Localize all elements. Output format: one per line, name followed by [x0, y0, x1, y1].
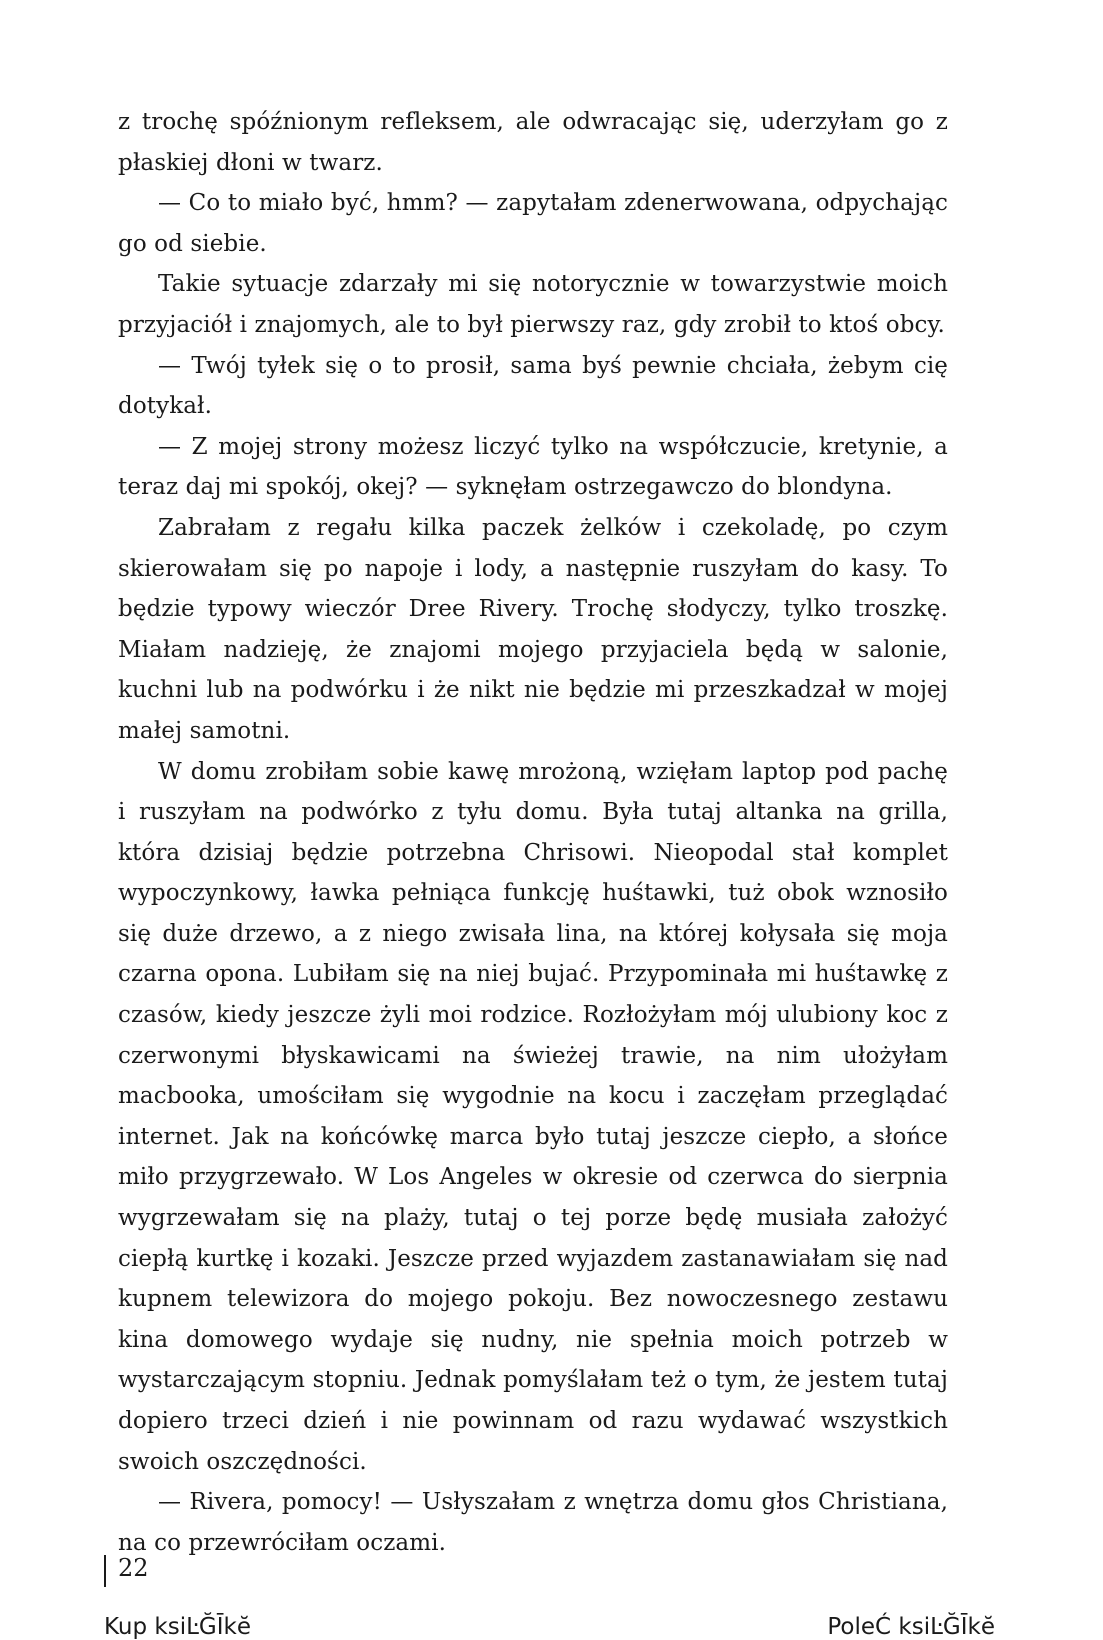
paragraph: — Rivera, pomocy! — Usłyszałam z wnętrza domu głos Christiana, na co przewróciłam oczami. [118, 1489, 948, 1556]
footer-divider [104, 1555, 106, 1587]
paragraph: W domu zrobiłam sobie kawę mrożoną, wzięłam laptop pod pachę i ruszyłam na podwórko z tyłu domu. Była tutaj altanka na grilla, która dzisiaj będzie potrzebna Chrisowi. Nieopodal stał komplet wypoczynkowy, ławka pełniąca funkcję huśtawki, tuż obok wznosiło się duże drzewo, a z niego zwisała lina, na której kołysała się moja czarna opona. Lubiłam się na niej bujać. Przypominała mi huśtawkę z czasów, kiedy jeszcze żyli moi rodzice. Rozłożyłam mój ulubiony koc z czerwonymi błyskawicami na świeżej trawie, na nim ułożyłam macbooka, umościłam się wygodnie na kocu i zaczęłam przeglądać internet. Jak na końcówkę marca było tutaj jeszcze ciepło, a słońce miło przygrzewało. W Los Angeles w okresie od czerwca do sierpnia wygrzewałam się na plaży, tutaj o tej porze będę musiała założyć ciepłą kurtkę i kozaki. Jeszcze przed wyjazdem zastanawiałam się nad kupnem telewizora do mojego pokoju. Bez nowoczesnego zestawu kina domowego wydaje się nudny, nie spełnia moich potrzeb w wystarczającym stopniu. Jednak pomyślałam też o tym, że jestem tutaj dopiero trzeci dzień i nie powinnam od razu wydawać wszystkich swoich oszczędności. [118, 758, 948, 1475]
page-number: 22 [118, 1554, 149, 1582]
paragraph: Zabrałam z regału kilka paczek żelków i czekoladę, po czym skierowałam się po napoje i lody, a następnie ruszyłam do kasy. To będzie typowy wieczór Dree Rivery. Trochę słodyczy, tylko troszkę. Miałam nadzieję, że znajomi mojego przyjaciela będą w salonie, kuchni lub na podwórku i że nikt nie będzie mi przeszkadzał w mojej małej samotni. [118, 514, 948, 744]
paragraph: — Twój tyłek się o to prosił, sama byś pewnie chciała, żebym cię dotykał. [118, 352, 948, 420]
buy-book-link[interactable]: Kup ksiĿĞĪkĕ [104, 1614, 252, 1640]
paragraph: z trochę spóźnionym refleksem, ale odwracając się, uderzyłam go z płaskiej dłoni w twarz. [118, 109, 948, 176]
recommend-book-link[interactable]: PoleĆ ksiĿĞĪkĕ [827, 1614, 995, 1640]
paragraph: Takie sytuacje zdarzały mi się notorycznie w towarzystwie moich przyjaciół i znajomych, ale to był pierwszy raz, gdy zrobił to ktoś obcy. [118, 271, 948, 338]
paragraph: — Z mojej strony możesz liczyć tylko na współczucie, kretynie, a teraz daj mi spokój, okej? — syknęłam ostrzegawczo do blondyna. [118, 433, 948, 501]
page-body-text [118, 102, 948, 1563]
paragraph: — Co to miało być, hmm? — zapytałam zdenerwowana, odpychając go od siebie. [118, 190, 948, 257]
